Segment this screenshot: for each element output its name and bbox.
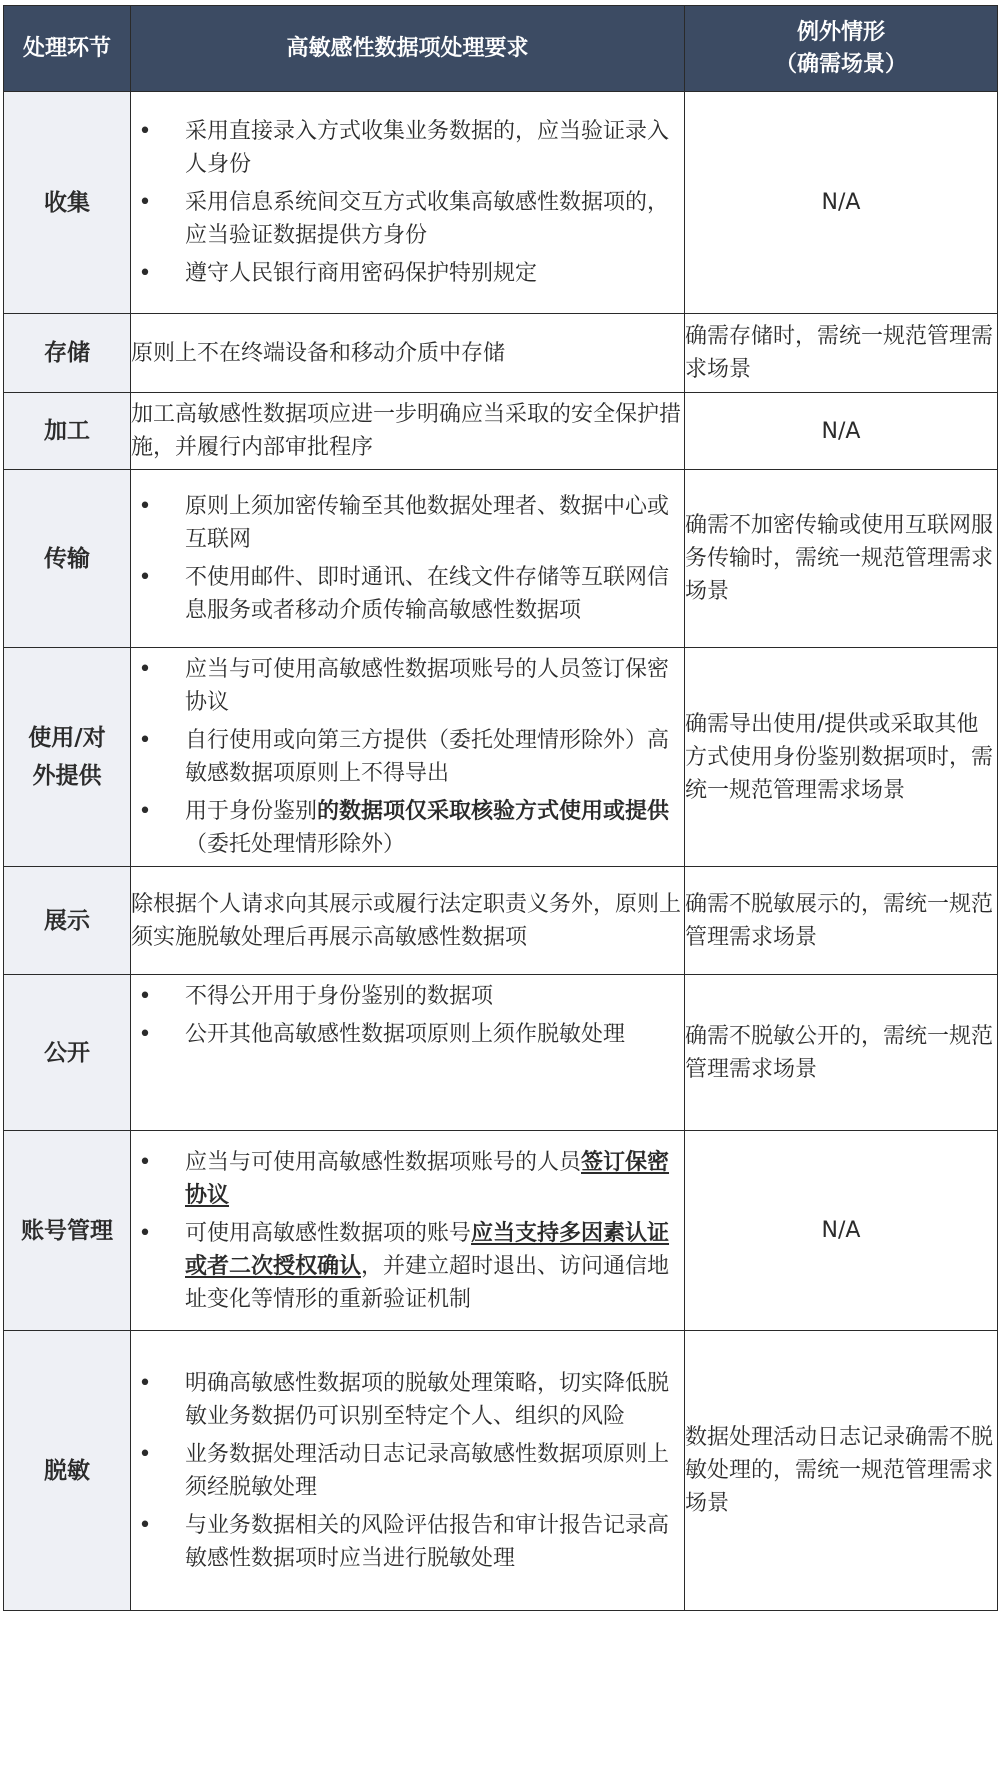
list-item: • 公开其他高敏感性数据项原则上须作脱敏处理 <box>131 1018 684 1051</box>
emphasis-text: 应当支持多因素认证或者二次授权确认 <box>185 1220 670 1279</box>
bullet-icon: • <box>138 984 152 1009</box>
requirement-list <box>131 490 684 627</box>
exception-cell: 确需存储时，需统一规范管理需求场景 <box>685 314 998 393</box>
bullet-icon: • <box>138 190 152 215</box>
bullet-icon: • <box>138 261 152 286</box>
stage-cell: 账号管理 <box>4 1131 131 1331</box>
stage-line2: 外提供 <box>32 763 102 789</box>
bullet-icon: • <box>138 728 152 753</box>
table-row <box>4 867 998 975</box>
list-item: • 不得公开用于身份鉴别的数据项 <box>131 980 684 1013</box>
exception-cell: N/A <box>685 393 998 470</box>
bullet-icon: • <box>138 799 152 824</box>
stage-cell: 收集 <box>4 92 131 314</box>
bullet-icon: • <box>138 1512 152 1538</box>
stage-cell <box>4 648 131 867</box>
requirement-cell <box>131 648 685 867</box>
stage-line1: 使用/对 <box>28 725 106 751</box>
exception-cell: 确需不脱敏展示的，需统一规范管理需求场景 <box>685 867 998 975</box>
list-item: • 应当与可使用高敏感性数据项账号的人员签订保密协议 <box>131 1146 684 1212</box>
list-item: • 采用直接录入方式收集业务数据的，应当验证录入人身份 <box>131 115 684 181</box>
exception-cell: 数据处理活动日志记录确需不脱敏处理的，需统一规范管理需求场景 <box>685 1331 998 1611</box>
emphasis-text: 的数据项仅采取核验方式使用或提供 <box>317 799 670 824</box>
stage-cell: 传输 <box>4 470 131 648</box>
table-row <box>4 975 998 1131</box>
table-row <box>4 648 998 867</box>
list-item: • 原则上须加密传输至其他数据处理者、数据中心或互联网 <box>131 490 684 556</box>
header-stage: 处理环节 <box>4 6 131 92</box>
requirement-cell <box>131 1331 685 1611</box>
requirement-list <box>131 1367 684 1575</box>
bullet-icon: • <box>138 565 152 590</box>
exception-cell: 确需不加密传输或使用互联网服务传输时，需统一规范管理需求场景 <box>685 470 998 648</box>
list-item: • 明确高敏感性数据项的脱敏处理策略，切实降低脱敏业务数据仍可识别至特定个人、组织的风险 <box>131 1367 684 1433</box>
header-row <box>4 6 998 92</box>
table-row <box>4 1131 998 1331</box>
list-item: • 与业务数据相关的风险评估报告和审计报告记录高敏感性数据项时应当进行脱敏处理 <box>131 1509 684 1575</box>
stage-cell: 公开 <box>4 975 131 1131</box>
list-item: • 遵守人民银行商用密码保护特别规定 <box>131 257 684 290</box>
bullet-icon: • <box>138 657 152 682</box>
bullet-icon: • <box>138 1220 152 1246</box>
header-requirement: 高敏感性数据项处理要求 <box>131 6 685 92</box>
emphasis-text: 签订保密协议 <box>185 1149 670 1208</box>
table-row <box>4 92 998 314</box>
requirement-cell <box>131 92 685 314</box>
requirement-list <box>131 115 684 290</box>
list-item: • 可使用高敏感性数据项的账号应当支持多因素认证或者二次授权确认，并建立超时退出、访问通信地址变化等情形的重新验证机制 <box>131 1217 684 1316</box>
list-item: • 用于身份鉴别的数据项仅采取核验方式使用或提供（委托处理情形除外） <box>131 795 684 861</box>
bullet-icon: • <box>138 1149 152 1175</box>
list-item: • 不使用邮件、即时通讯、在线文件存储等互联网信息服务或者移动介质传输高敏感性数据项 <box>131 561 684 627</box>
bullet-icon: • <box>138 494 152 519</box>
requirement-cell: 原则上不在终端设备和移动介质中存储 <box>131 314 685 393</box>
stage-cell: 脱敏 <box>4 1331 131 1611</box>
table-row <box>4 1331 998 1611</box>
bullet-icon: • <box>138 1370 152 1396</box>
list-item: • 采用信息系统间交互方式收集高敏感性数据项的，应当验证数据提供方身份 <box>131 186 684 252</box>
requirement-list <box>131 653 684 861</box>
table-row <box>4 393 998 470</box>
requirement-cell: 除根据个人请求向其展示或履行法定职责义务外，原则上须实施脱敏处理后再展示高敏感性数据项 <box>131 867 685 975</box>
stage-cell: 加工 <box>4 393 131 470</box>
requirement-list <box>131 1146 684 1316</box>
exception-cell: N/A <box>685 1131 998 1331</box>
requirement-cell <box>131 1131 685 1331</box>
bullet-icon: • <box>138 1441 152 1467</box>
header-exception <box>685 6 998 92</box>
list-item: • 自行使用或向第三方提供（委托处理情形除外）高敏感数据项原则上不得导出 <box>131 724 684 790</box>
exception-cell: N/A <box>685 92 998 314</box>
list-item: • 应当与可使用高敏感性数据项账号的人员签订保密协议 <box>131 653 684 719</box>
requirement-cell: 加工高敏感性数据项应进一步明确应当采取的安全保护措施，并履行内部审批程序 <box>131 393 685 470</box>
table-row <box>4 470 998 648</box>
bullet-icon: • <box>138 119 152 144</box>
requirement-cell <box>131 470 685 648</box>
header-exception-line2: （确需场景） <box>774 51 907 77</box>
header-exception-line1: 例外情形 <box>796 19 885 45</box>
exception-cell: 确需导出使用/提供或采取其他方式使用身份鉴别数据项时，需统一规范管理需求场景 <box>685 648 998 867</box>
requirement-cell <box>131 975 685 1131</box>
requirements-table <box>3 5 998 1611</box>
stage-cell: 存储 <box>4 314 131 393</box>
bullet-icon: • <box>138 1022 152 1047</box>
stage-cell: 展示 <box>4 867 131 975</box>
requirement-list <box>131 980 684 1051</box>
exception-cell: 确需不脱敏公开的，需统一规范管理需求场景 <box>685 975 998 1131</box>
list-item: • 业务数据处理活动日志记录高敏感性数据项原则上须经脱敏处理 <box>131 1438 684 1504</box>
table-row <box>4 314 998 393</box>
